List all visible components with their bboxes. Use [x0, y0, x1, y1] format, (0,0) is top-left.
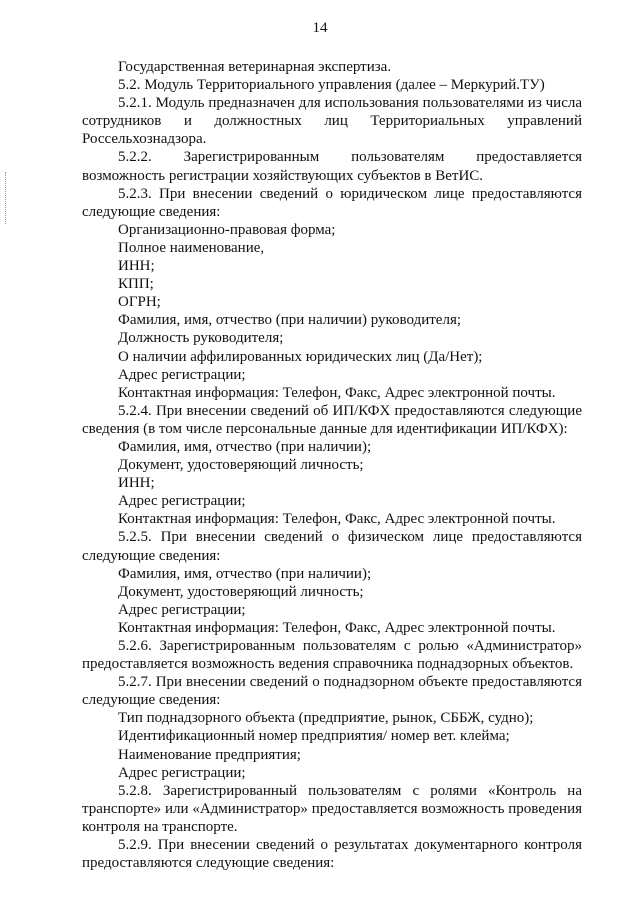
- list-item: Адрес регистрации;: [118, 493, 246, 510]
- paragraph: 5.2.1. Модуль предназначен для использования пользователями из числа сотрудников и должностных лиц Территориальных управлений Россельхознадзора.: [82, 95, 582, 148]
- document-body: [82, 58, 582, 872]
- list-item: КПП;: [118, 276, 154, 293]
- list-item: Должность руководителя;: [118, 330, 284, 347]
- list-item: Фамилия, имя, отчество (при наличии);: [118, 438, 372, 455]
- list-item: Наименование предприятия;: [118, 746, 301, 763]
- list-item: Адрес регистрации;: [118, 601, 246, 618]
- paragraph: 5.2.5. При внесении сведений о физическом лице предоставляются следующие сведения:: [82, 529, 582, 564]
- paragraph: 5.2.4. При внесении сведений об ИП/КФХ предоставляются следующие сведения (в том числе персональные данные для идентификации ИП/КФХ):: [82, 402, 582, 437]
- list-item: Организационно-правовая форма;: [118, 221, 336, 238]
- list-item: Фамилия, имя, отчество (при наличии);: [118, 565, 372, 582]
- paragraph: 5.2.8. Зарегистрированный пользователям с ролями «Контроль на транспорте» или «Администратор» предоставляется возможность проведения контроля на транспорте.: [82, 782, 582, 835]
- list-item: Фамилия, имя, отчество (при наличии) руководителя;: [118, 312, 462, 329]
- paragraph: 5.2.7. При внесении сведений о поднадзорном объекте предоставляются следующие сведения:: [82, 674, 582, 709]
- list-item: Идентификационный номер предприятия/ номер вет. клейма;: [118, 728, 510, 745]
- scan-edge-marks: [5, 172, 9, 224]
- list-item: О наличии аффилированных юридических лиц (Да/Нет);: [118, 348, 483, 365]
- paragraph: 5.2.6. Зарегистрированным пользователям с ролью «Администратор» предоставляется возможность ведения справочника поднадзорных объектов.: [82, 638, 582, 673]
- list-item: Документ, удостоверяющий личность;: [118, 457, 364, 474]
- list-item: Полное наименование,: [118, 239, 265, 256]
- paragraph: 5.2.2. Зарегистрированным пользователям предоставляется возможность регистрации хозяйствующих субъектов в ВетИС.: [82, 149, 582, 184]
- list-item: ИНН;: [118, 475, 155, 492]
- list-item: Документ, удостоверяющий личность;: [118, 583, 364, 600]
- list-item: Контактная информация: Телефон, Факс, Адрес электронной почты.: [118, 619, 556, 636]
- paragraph: 5.2.9. При внесении сведений о результатах документарного контроля предоставляются следующие сведения:: [82, 837, 582, 872]
- list-item: ИНН;: [118, 258, 155, 275]
- paragraph: 5.2. Модуль Территориального управления (далее – Меркурий.ТУ): [118, 77, 545, 94]
- list-item: ОГРН;: [118, 294, 161, 311]
- list-item: Контактная информация: Телефон, Факс, Адрес электронной почты.: [118, 384, 556, 401]
- list-item: Адрес регистрации;: [118, 764, 246, 781]
- paragraph: 5.2.3. При внесении сведений о юридическом лице предоставляются следующие сведения:: [82, 185, 582, 220]
- list-item: Государственная ветеринарная экспертиза.: [118, 59, 392, 75]
- list-item: Контактная информация: Телефон, Факс, Адрес электронной почты.: [118, 511, 556, 528]
- page-number: 14: [312, 20, 328, 36]
- list-item: Тип поднадзорного объекта (предприятие, рынок, СББЖ, судно);: [118, 710, 534, 727]
- list-item: Адрес регистрации;: [118, 366, 246, 383]
